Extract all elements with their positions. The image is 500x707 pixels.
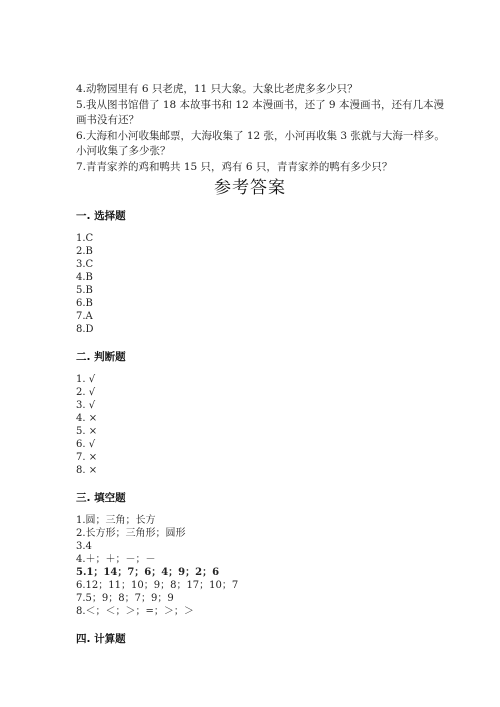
answer-item: 4. × xyxy=(76,413,98,424)
answer-item: 8.D xyxy=(76,324,94,335)
judge-answers xyxy=(76,373,97,477)
answer-item: 6.12；11；10；9；8；17；10；7 xyxy=(76,580,239,591)
answer-item: 1. √ xyxy=(76,374,96,385)
answer-item: 8.＜；＜；＞；=；＞；＞ xyxy=(76,606,194,617)
answer-item: 3.C xyxy=(76,259,94,270)
question-6-line-2: 小河收集了多少张？ xyxy=(76,145,171,157)
answer-item: 2.B xyxy=(76,246,93,257)
answer-item: 6.B xyxy=(76,298,93,309)
answer-item: 7.A xyxy=(76,311,93,322)
answer-item: 4.＋；＋；－；－ xyxy=(76,554,156,565)
answer-item: 3. √ xyxy=(76,400,96,411)
answer-item: 2.长方形；三角形；圆形 xyxy=(76,528,186,539)
question-4: 4.动物园里有 6 只老虎，11 只大象。大象比老虎多多少只？ xyxy=(76,83,358,95)
answer-item: 5. × xyxy=(76,426,98,437)
answer-item: 5.B xyxy=(76,285,93,296)
word-problems xyxy=(76,82,445,175)
question-7: 7.青青家养的鸡和鸭共 15 只，鸡有 6 只，青青家养的鸭有多少只？ xyxy=(76,160,393,173)
answer-item: 4.B xyxy=(76,272,93,283)
answer-item: 7. × xyxy=(76,452,98,463)
fill-answers xyxy=(76,514,238,618)
answer-item: 1.C xyxy=(76,233,94,244)
answer-item: 2. √ xyxy=(76,387,96,398)
section-heading-fill: 三. 填空题 xyxy=(76,492,126,504)
question-6-line-1: 6.大海和小河收集邮票，大海收集了 12 张，小河再收集 3 张就与大海一样多。 xyxy=(76,129,445,142)
answer-item: 8. × xyxy=(76,465,98,476)
answer-item: 7.5；9；8；7；9；9 xyxy=(76,593,174,604)
answer-key-title: 参考答案 xyxy=(214,178,286,198)
question-5-line-2: 画书没有还？ xyxy=(76,114,139,126)
section-heading-judge: 二. 判断题 xyxy=(76,351,126,363)
answer-item: 3.4 xyxy=(76,541,92,552)
section-heading-choice: 一. 选择题 xyxy=(76,210,126,222)
question-5-line-1: 5.我从图书馆借了 18 本故事书和 12 本漫画书，还了 9 本漫画书，还有几本漫 xyxy=(76,98,444,111)
answer-item: 6. √ xyxy=(76,439,96,450)
section-heading-calc: 四. 计算题 xyxy=(76,633,126,645)
answer-item: 5.1；14；7；6；4；9；2；6 xyxy=(76,567,220,578)
choice-answers xyxy=(76,232,94,336)
answer-item: 1.圆；三角；长方 xyxy=(76,515,156,526)
